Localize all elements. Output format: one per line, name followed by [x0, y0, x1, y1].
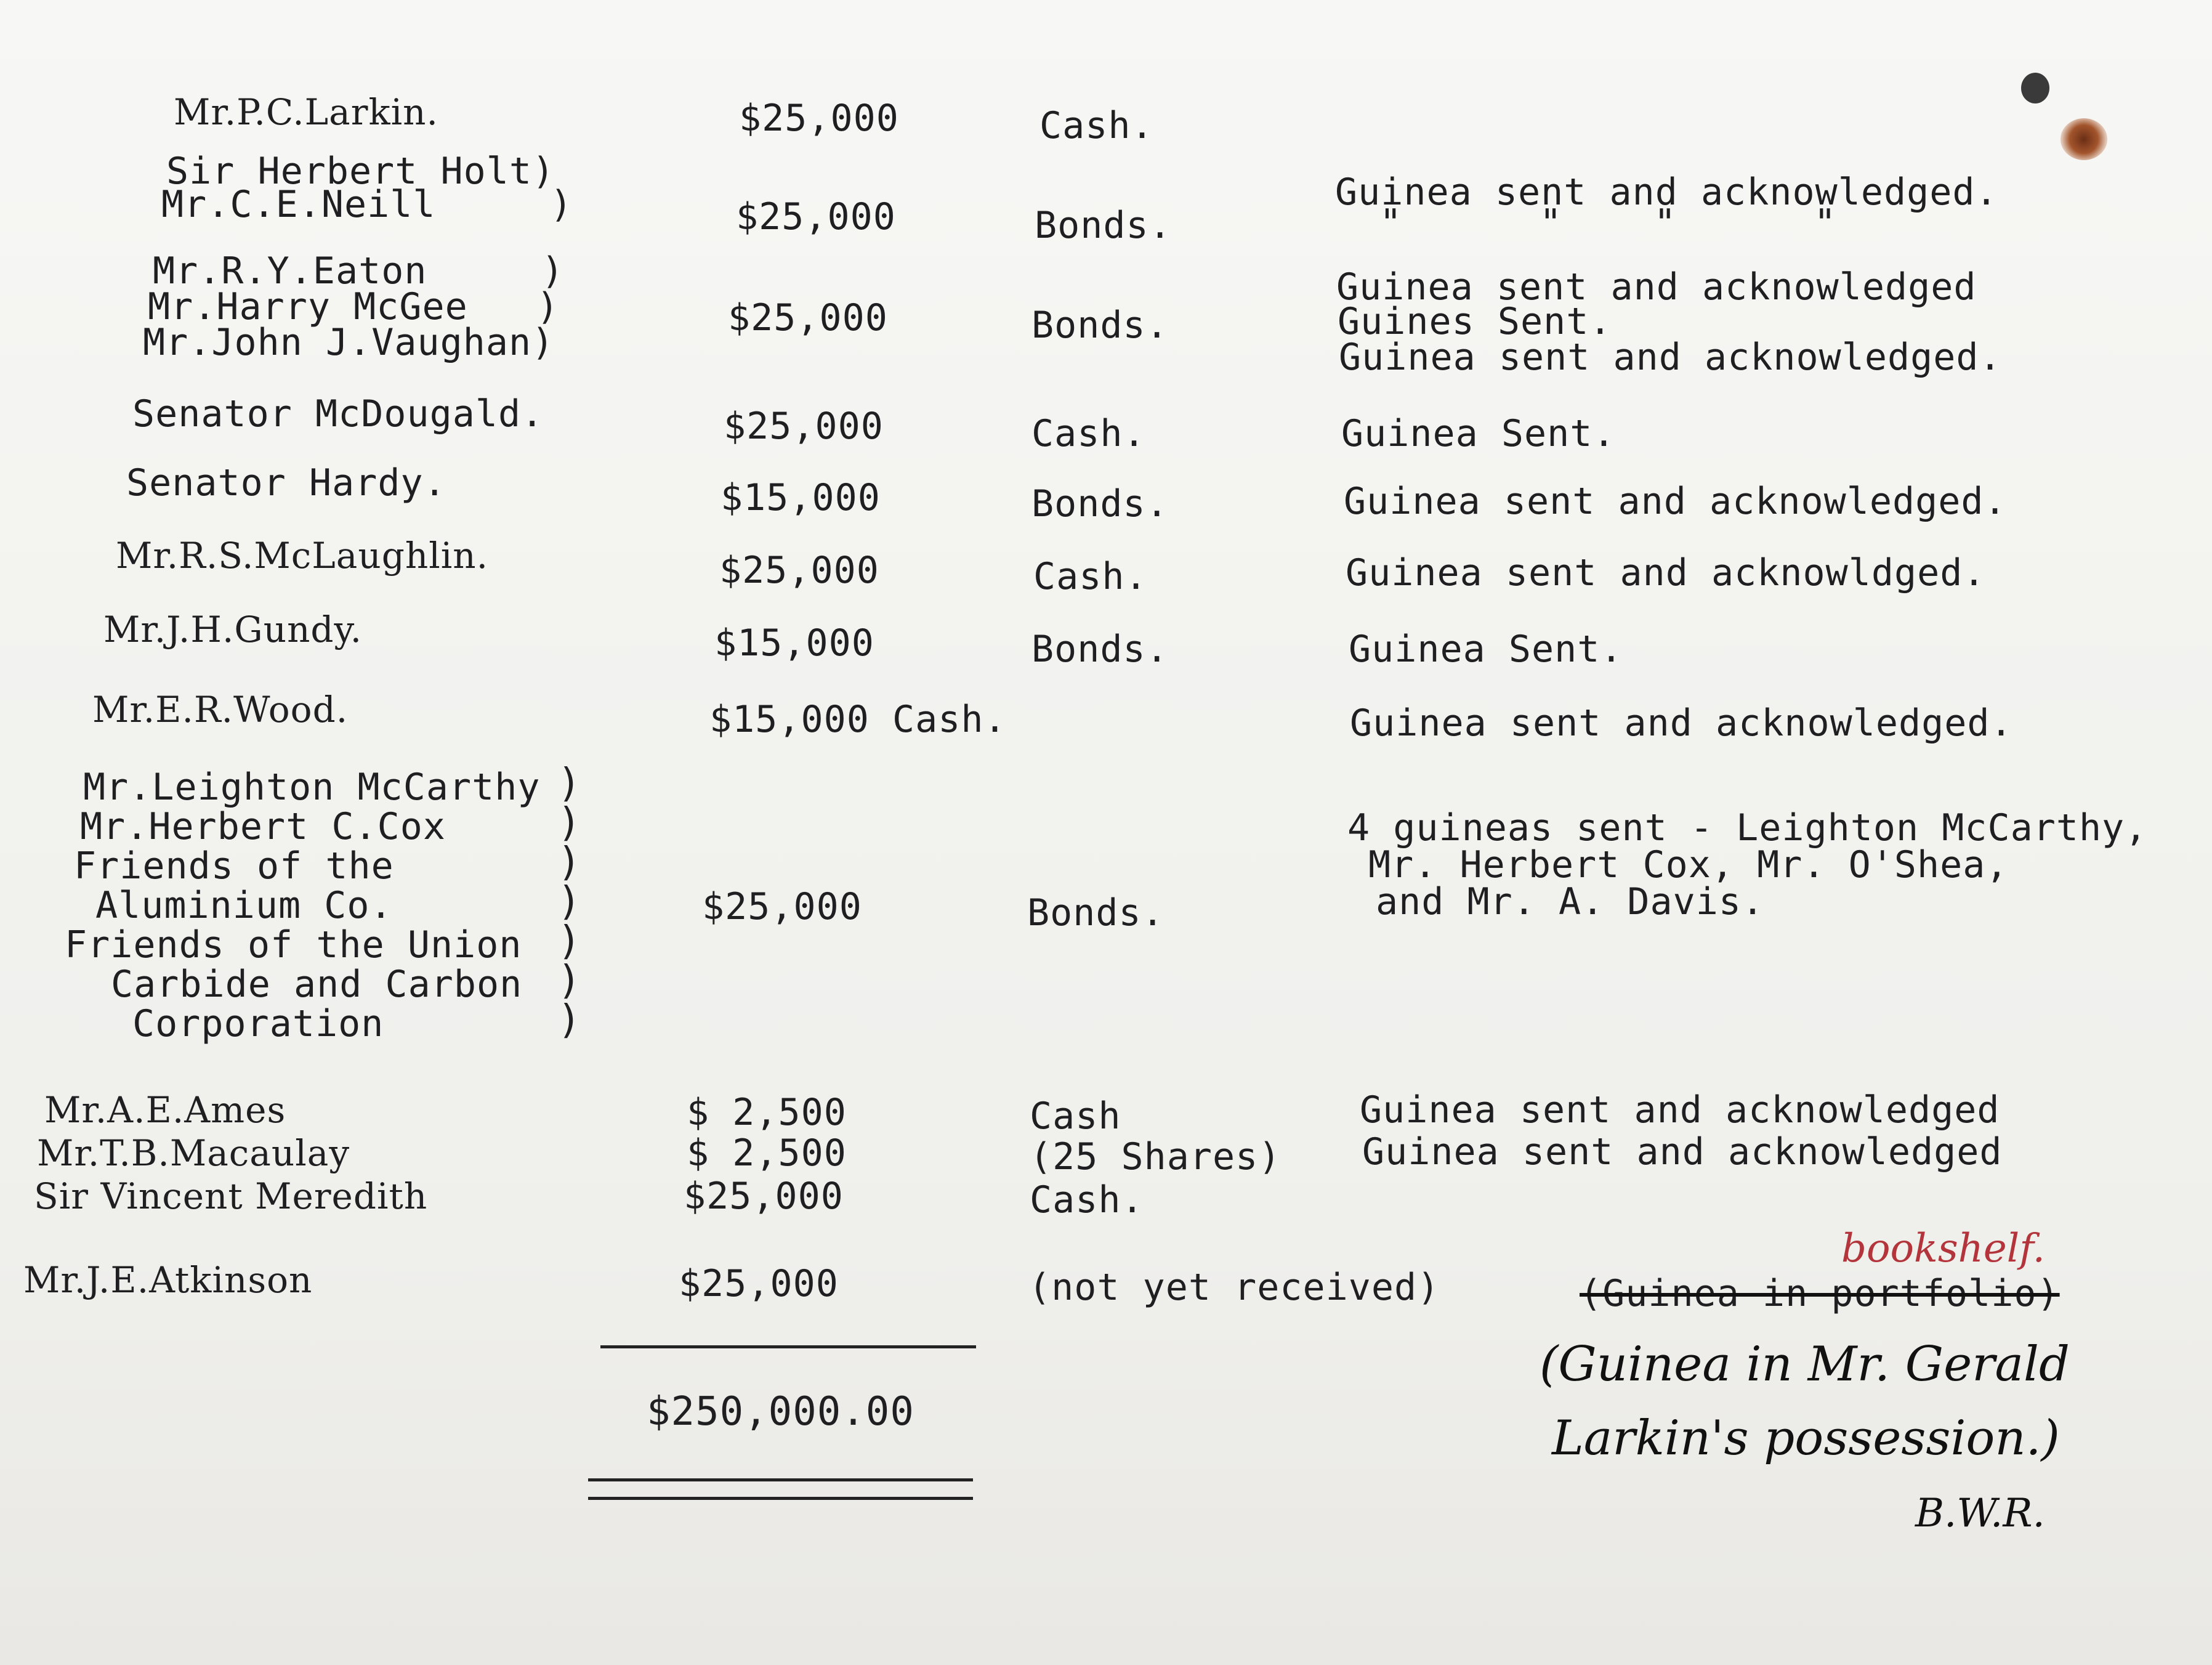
- amount: $25,000: [724, 405, 884, 448]
- donor-name: Senator Hardy.: [126, 461, 446, 504]
- total-rule-double-2: [588, 1497, 973, 1500]
- guinea-note: Guinea sent and acknowledged: [1360, 1088, 2000, 1132]
- donor-name: Friends of the Union: [65, 923, 522, 966]
- payment-type: Cash: [1030, 1095, 1121, 1138]
- payment-type: Bonds.: [1031, 628, 1169, 671]
- amount: $25,000: [736, 195, 896, 238]
- amount: $ 2,500: [687, 1132, 847, 1175]
- payment-type: Bonds.: [1035, 204, 1172, 247]
- amount: $25,000: [702, 885, 862, 928]
- donor-name: Mr.John J.Vaughan): [143, 321, 555, 364]
- payment-type: (25 Shares): [1030, 1135, 1282, 1178]
- guinea-note: Guines Sent.: [1338, 300, 1612, 343]
- guinea-note: Guinea sent and acknowldged.: [1346, 551, 1986, 594]
- red-handwritten-correction: bookshelf.: [1841, 1226, 2045, 1271]
- payment-type: Cash.: [1033, 555, 1148, 598]
- guinea-note: Guinea Sent.: [1341, 412, 1616, 455]
- amount: $15,000: [714, 622, 874, 665]
- guinea-note: Guinea sent and acknowledged.: [1350, 702, 2013, 745]
- donor-name: Mr.A.E.Ames: [44, 1089, 286, 1131]
- donor-name: Mr.T.B.Macaulay: [37, 1132, 350, 1174]
- donor-name: Mr.J.E.Atkinson: [23, 1259, 313, 1301]
- guinea-note: Guinea sent and acknowledged.: [1335, 171, 1998, 214]
- total-rule-top: [600, 1345, 976, 1348]
- amount: $25,000: [728, 296, 888, 339]
- amount: $15,000 Cash.: [709, 698, 1007, 741]
- amount: $ 2,500: [687, 1091, 847, 1134]
- guinea-note: Mr. Herbert Cox, Mr. O'Shea,: [1368, 843, 2009, 886]
- donor-name: Mr.R.Y.Eaton ): [153, 249, 565, 293]
- donor-name: Mr.Leighton McCarthy: [83, 766, 541, 809]
- donor-name: Sir Vincent Meredith: [34, 1175, 428, 1217]
- struck-note: (Guinea in portfolio): [1580, 1272, 2060, 1315]
- payment-type: (not yet received): [1028, 1266, 1440, 1309]
- donor-name: Mr.J.H.Gundy.: [103, 609, 363, 650]
- donor-name: Friends of the: [74, 845, 394, 888]
- donor-name: Mr.R.S.McLaughlin.: [116, 535, 489, 577]
- rust-stain: [2061, 118, 2107, 160]
- payment-type: Cash.: [1039, 104, 1154, 147]
- donor-name: Mr.P.C.Larkin.: [174, 91, 438, 133]
- total-rule-double-1: [588, 1478, 973, 1481]
- donor-name: Senator McDougald.: [132, 392, 544, 435]
- handwritten-initials: B.W.R.: [1915, 1491, 2045, 1536]
- donor-name: Aluminium Co.: [95, 884, 393, 927]
- amount: $25,000: [679, 1262, 839, 1305]
- amount: $25,000: [719, 549, 879, 592]
- amount: $25,000: [739, 97, 899, 140]
- amount: $25,000: [684, 1175, 844, 1218]
- handwritten-note: (Guinea in Mr. Gerald: [1540, 1337, 2070, 1392]
- group-brace: ) ) ) ) ) ) ): [557, 761, 581, 1043]
- payment-type: Cash.: [1030, 1178, 1144, 1221]
- guinea-note: Guinea sent and acknowledged: [1362, 1130, 2003, 1173]
- grand-total: $250,000.00: [647, 1389, 914, 1435]
- handwritten-note: Larkin's possession.): [1552, 1411, 2060, 1466]
- guinea-note: Guinea sent and acknowledged.: [1339, 336, 2002, 379]
- guinea-note: Guinea Sent.: [1349, 628, 1623, 671]
- payment-type: Bonds.: [1031, 304, 1169, 347]
- donor-name: Mr.Harry McGee ): [148, 285, 560, 328]
- payment-type: Cash.: [1031, 412, 1146, 455]
- ditto-marks: " " " ": [1379, 201, 1837, 245]
- guinea-note: Guinea sent and acknowledged: [1336, 265, 1977, 309]
- donor-name: Mr.Herbert C.Cox: [80, 805, 446, 848]
- donor-name: Mr.E.R.Wood.: [92, 689, 349, 731]
- guinea-note: 4 guineas sent - Leighton McCarthy,: [1347, 806, 2148, 849]
- guinea-note: and Mr. A. Davis.: [1376, 880, 1765, 923]
- amount: $15,000: [721, 476, 881, 519]
- donor-name: Sir Herbert Holt): [166, 150, 555, 193]
- punch-hole: [2021, 73, 2049, 103]
- payment-type: Bonds.: [1027, 891, 1165, 934]
- guinea-note: Guinea sent and acknowledged.: [1344, 480, 2007, 523]
- donor-name: Carbide and Carbon: [111, 963, 523, 1006]
- donor-name: Corporation: [132, 1002, 384, 1045]
- donor-name: Mr.C.E.Neill ): [161, 183, 573, 226]
- payment-type: Bonds.: [1031, 482, 1169, 525]
